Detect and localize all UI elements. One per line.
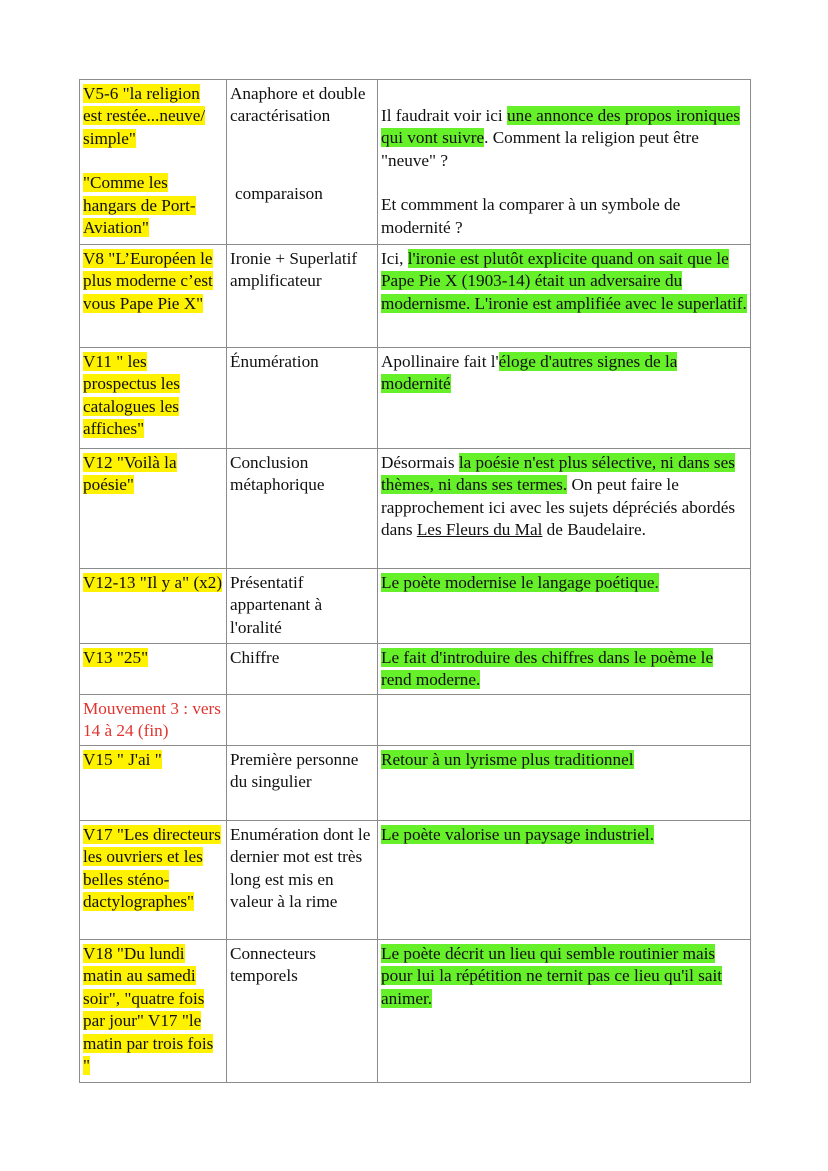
analysis-table (79, 79, 751, 1083)
verse-quote: V8 "L’Européen le plus moderne c’est vous Pape Pie X" (83, 249, 213, 313)
verse-quote: V5-6 "la religion est restée...neuve/ simple" (83, 84, 206, 148)
comment-text: . Comment la religion peut être "neuve" ? (381, 128, 699, 170)
table-row (80, 449, 751, 569)
table-row (80, 569, 751, 644)
verse-cell (80, 449, 227, 569)
verse-quote: V12 "Voilà la poésie" (83, 453, 177, 495)
comment-highlight: Le poète valorise un paysage industriel. (381, 825, 655, 844)
device-label: Chiffre (230, 648, 280, 667)
verse-cell (80, 644, 227, 695)
comment-text: On peut faire le rapprochement ici avec les sujets dépréciés abordés dans (381, 475, 736, 540)
table-row (80, 746, 751, 821)
device-label: Enumération dont le dernier mot est très long est mis en valeur à la rime (230, 825, 371, 912)
device-label: Première personne du singulier (230, 750, 359, 792)
verse-cell (80, 940, 227, 1083)
device-label: Connecteurs temporels (230, 944, 316, 986)
table-row (80, 245, 751, 348)
verse-quote: V15 " J'ai " (83, 750, 162, 769)
verse-cell (80, 569, 227, 644)
device-label: Énumération (230, 352, 319, 371)
device-cell (227, 746, 378, 821)
device-cell (227, 569, 378, 644)
device-cell (227, 940, 378, 1083)
device-cell (227, 449, 378, 569)
comment-highlight: la poésie n'est plus sélective, ni dans ses thèmes, ni dans ses termes. (381, 453, 735, 495)
verse-cell (80, 746, 227, 821)
comment-text: Désormais (381, 453, 459, 472)
verse-quote: V18 "Du lundi matin au samedi soir", "quatre fois par jour" V17 "le matin par trois fois " (83, 944, 214, 1076)
device-label: Anaphore et double caractérisation (230, 84, 366, 126)
verse-quote: "Comme les hangars de Port-Aviation" (83, 173, 196, 238)
book-title: Les Fleurs du Mal (416, 520, 543, 540)
table-row (80, 940, 751, 1083)
section-heading: Mouvement 3 : vers 14 à 24 (fin) (83, 699, 221, 741)
device-label: Ironie + Superlatif amplificateur (230, 249, 358, 291)
verse-cell (80, 821, 227, 940)
comment-cell (378, 348, 751, 449)
verse-quote: V13 "25" (83, 648, 149, 667)
device-cell (227, 348, 378, 449)
table-row (80, 348, 751, 449)
device-label: comparaison (235, 183, 323, 203)
device-cell (227, 821, 378, 940)
comment-highlight: une annonce des propos ironiques qui vont suivre (381, 106, 740, 148)
verse-quote: V12-13 "Il y a" (x2) (83, 573, 223, 592)
comment-highlight: Le fait d'introduire des chiffres dans le poème le rend moderne. (381, 648, 714, 690)
verse-quote: V11 " les prospectus les catalogues les affiches" (83, 352, 180, 439)
section-heading-cell (80, 695, 227, 746)
comment-highlight: Le poète modernise le langage poétique. (381, 573, 659, 592)
device-label: Conclusion métaphorique (230, 453, 325, 495)
comment-text: Et commment la comparer à un symbole de modernité ? (381, 195, 681, 237)
verse-cell (80, 245, 227, 348)
table-row (80, 644, 751, 695)
comment-cell (378, 449, 751, 569)
comment-cell (378, 80, 751, 245)
comment-cell (378, 644, 751, 695)
comment-cell (378, 746, 751, 821)
comment-cell (378, 695, 751, 746)
comment-highlight: éloge d'autres signes de la modernité (381, 352, 678, 394)
device-cell (227, 695, 378, 746)
comment-cell (378, 940, 751, 1083)
comment-cell (378, 245, 751, 348)
device-cell (227, 644, 378, 695)
comment-cell (378, 569, 751, 644)
verse-quote: V17 "Les directeurs les ouvriers et les belles sténo-dactylographes" (83, 825, 221, 912)
device-cell (227, 80, 378, 245)
comment-highlight: Le poète décrit un lieu qui semble routinier mais pour lui la répétition ne ternit pas ce lieu qu'il sait animer. (381, 944, 723, 1008)
comment-text: Apollinaire fait l' (381, 352, 499, 371)
comment-cell (378, 821, 751, 940)
comment-text: de Baudelaire. (542, 520, 646, 540)
comment-highlight: Retour à un lyrisme plus traditionnel (381, 750, 634, 769)
table-row (80, 80, 751, 245)
verse-cell (80, 80, 227, 245)
comment-text: Ici, (381, 249, 408, 268)
device-label: Présentatif appartenant à l'oralité (230, 573, 323, 637)
comment-highlight: l'ironie est plutôt explicite quand on sait que le Pape Pie X (1903-14) était un adversaire du modernisme. L'ironie est amplifiée avec le superlatif. (381, 249, 747, 313)
table-row (80, 695, 751, 746)
verse-cell (80, 348, 227, 449)
comment-text: Il faudrait voir ici (381, 106, 507, 125)
device-cell (227, 245, 378, 348)
table-row (80, 821, 751, 940)
